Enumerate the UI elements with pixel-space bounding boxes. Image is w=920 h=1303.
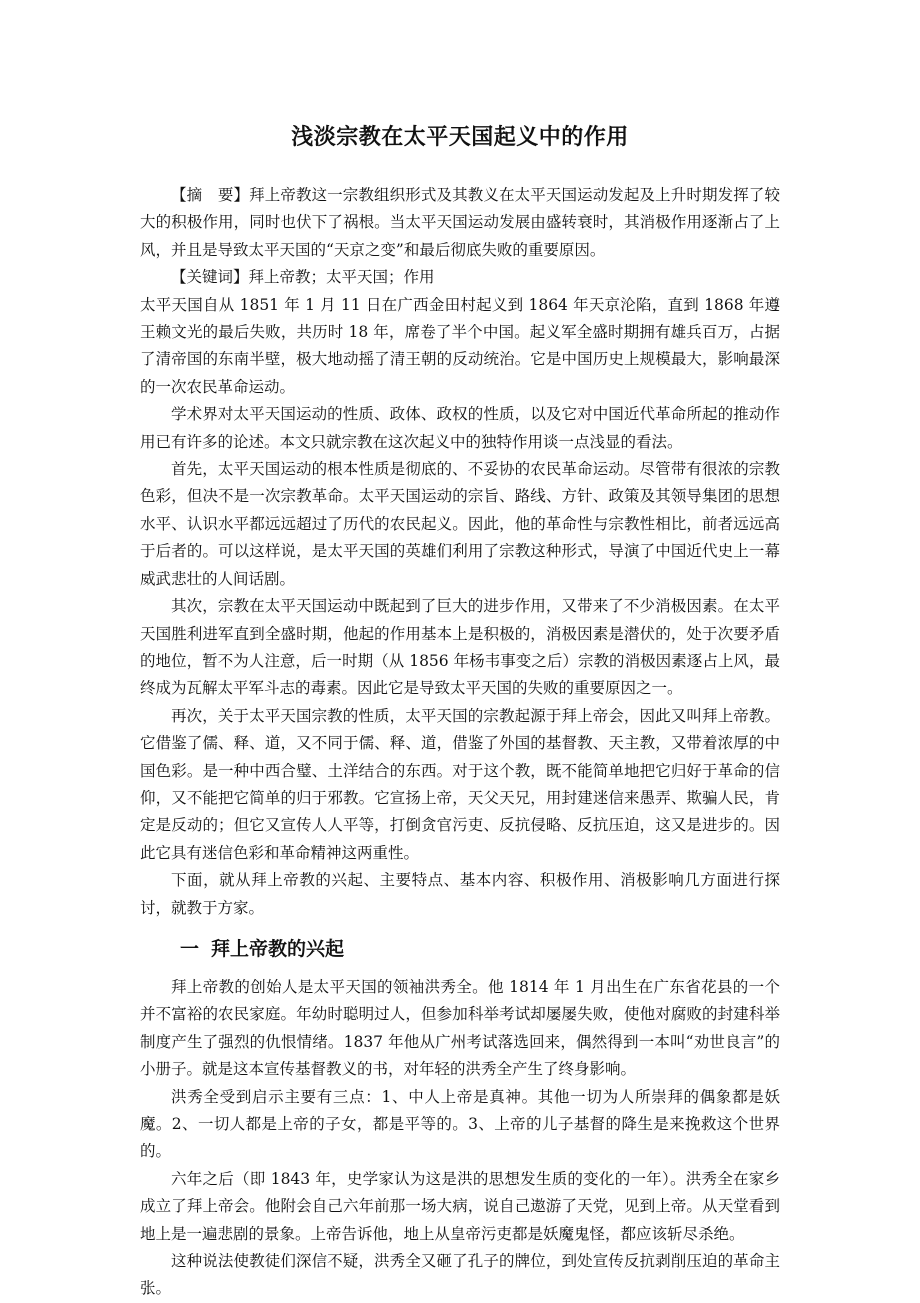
body-paragraph: 拜上帝教的创始人是太平天国的领袖洪秀全。他 1814 年 1 月出生在广东省花县的一个并不富裕的农民家庭。年幼时聪明过人，但参加科举考试却屡屡失败，使他对腐败的封建科举制度产生了强烈的仇恨情绪。1837 年他从广州考试落选回来，偶然得到一本叫“劝世良言”的小册子。就是这本宣传基督教义的书，对年轻的洪秀全产生了终身影响。 — [140, 977, 780, 1079]
section-heading — [140, 934, 780, 964]
keywords-line: 【关键词】拜上帝教；太平天国；作用 — [171, 268, 435, 287]
body-paragraph: 首先，太平天国运动的根本性质是彻底的、不妥协的农民革命运动。尽管带有很浓的宗教色彩，但决不是一次宗教革命。太平天国运动的宗旨、路线、方针、政策及其领导集团的思想水平、认识水平都远远超过了历代的农民起义。因此，他的革命性与宗教性相比，前者远远高于后者的。可以这样说，是太平天国的英雄们利用了宗教这种形式，导演了中国近代史上一幕威武悲壮的人间话剧。 — [140, 460, 780, 588]
abstract-paragraph: 【摘 要】拜上帝教这一宗教组织形式及其教义在太平天国运动发起及上升时期发挥了较大的积极作用，同时也伏下了祸根。当太平天国运动发展由盛转衰时，其消极作用逐渐占了上风，并且是导致太平天国的“天京之变”和最后彻底失败的重要原因。 — [140, 186, 780, 259]
body-paragraph: 下面，就从拜上帝教的兴起、主要特点、基本内容、积极作用、消极影响几方面进行探讨，就教于方家。 — [140, 871, 780, 917]
section-heading-text: 拜上帝教的兴起 — [211, 937, 345, 960]
body-paragraph: 学术界对太平天国运动的性质、政体、政权的性质，以及它对中国近代革命所起的推动作用已有许多的论述。本文只就宗教在这次起义中的独特作用谈一点浅显的看法。 — [140, 405, 780, 451]
section-number: 一 — [180, 937, 200, 960]
body-paragraph: 太平天国自从 1851 年 1 月 11 日在广西金田村起义到 1864 年天京沦陷，直到 1868 年遵王赖文光的最后失败，共历时 18 年，席卷了半个中国。起义军全盛时期拥有雄兵百万，占据了清帝国的东南半壁，极大地动摇了清王朝的反动统治。它是中国历史上规模最大，影响最深的一次农民革命运动。 — [140, 295, 780, 396]
body-paragraph: 洪秀全受到启示主要有三点：1、中人上帝是真神。其他一切为人所崇拜的偶象都是妖魔。2、一切人都是上帝的子女，都是平等的。3、上帝的儿子基督的降生是来挽救这个世界的。 — [140, 1087, 780, 1161]
body-paragraph: 再次，关于太平天国宗教的性质，太平天国的宗教起源于拜上帝会，因此又叫拜上帝教。它借鉴了儒、释、道，又不同于儒、释、道，借鉴了外国的基督教、天主教，又带着浓厚的中国色彩。是一种中西合璧、土洋结合的东西。对于这个教，既不能简单地把它归好于革命的信仰，又不能把它简单的归于邪教。它宣扬上帝，天父天兄，用封建迷信来愚弄、欺骗人民，肯定是反动的；但它又宣传人人平等，打倒贪官污吏、反抗侵略、反抗压迫，这又是进步的。因此它具有迷信色彩和革命精神这两重性。 — [140, 706, 780, 862]
body-paragraph: 这种说法使教徒们深信不疑，洪秀全又砸了孔子的牌位，到处宣传反抗剥削压迫的革命主张。 — [140, 1252, 780, 1298]
document-body — [140, 182, 780, 1303]
body-paragraph: 六年之后（即 1843 年，史学家认为这是洪的思想发生质的变化的一年）。洪秀全在家乡成立了拜上帝会。他附会自己六年前那一场大病，说自己遨游了天党，见到上帝。从天堂看到地上是一遍悲剧的景象。上帝告诉他，地上从皇帝污吏都是妖魔鬼怪，都应该斩尽杀绝。 — [140, 1169, 780, 1243]
page-title: 浅淡宗教在太平天国起义中的作用 — [291, 125, 629, 150]
body-paragraph: 其次，宗教在太平天国运动中既起到了巨大的进步作用，又带来了不少消极因素。在太平天国胜利进军直到全盛时期，他起的作用基本上是积极的，消极因素是潜伏的，处于次要矛盾的地位，暂不为人注意，后一时期（从 1856 年杨韦事变之后）宗教的消极因素逐占上风，最终成为瓦解太平军斗志的毒素。因此它是导致太平天国的失败的重要原因之一。 — [140, 597, 780, 698]
